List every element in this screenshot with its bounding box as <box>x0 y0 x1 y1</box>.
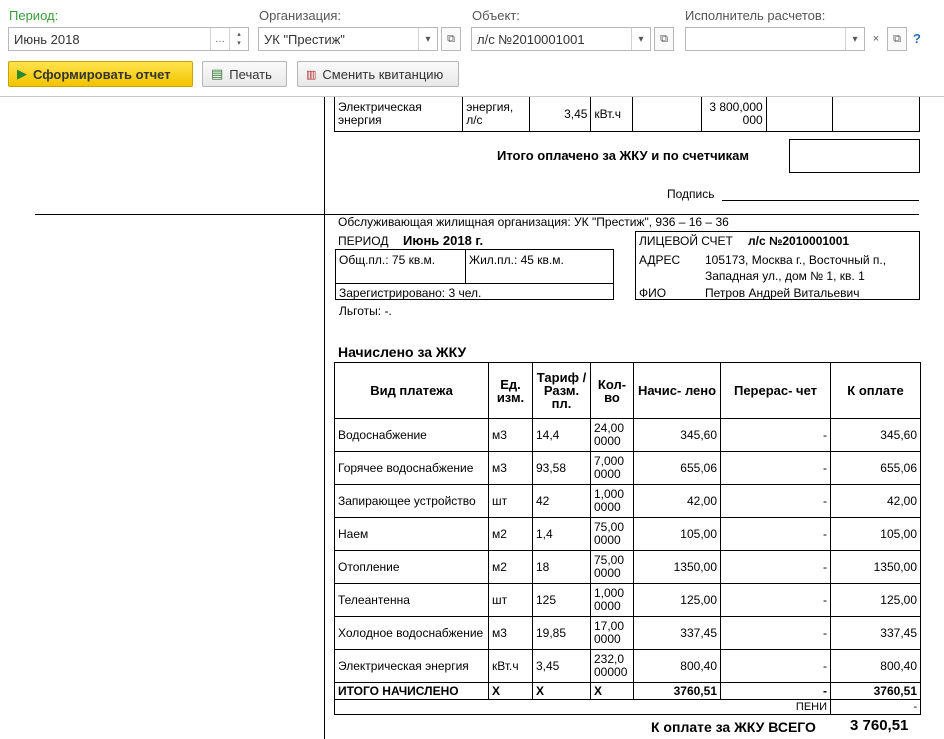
table-row <box>335 518 921 551</box>
table-cell: - <box>721 419 831 452</box>
paid-box <box>789 139 920 173</box>
table-cell: 1,000 0000 <box>591 485 634 518</box>
table-cell: 1,000 0000 <box>591 584 634 617</box>
paid-label: Итого оплачено за ЖКУ и по счетчикам <box>497 148 750 163</box>
table-cell: Наем <box>335 518 489 551</box>
table-cell: 3,45 <box>533 650 591 683</box>
table-cell: Отопление <box>335 551 489 584</box>
table-cell: 232,0 00000 <box>591 650 634 683</box>
address-label: АДРЕС <box>639 253 681 267</box>
total-cell: 3760,51 <box>634 683 721 700</box>
col-header: Кол-во <box>591 363 634 419</box>
table-cell: 42 <box>533 485 591 518</box>
table-cell: - <box>721 551 831 584</box>
table-cell: м3 <box>489 617 533 650</box>
chevron-down-icon[interactable]: ▾ <box>418 28 437 50</box>
table-cell: Электрическая энергия <box>335 650 489 683</box>
table-cell: 125,00 <box>831 584 921 617</box>
table-cell: м2 <box>489 551 533 584</box>
table-cell: 1350,00 <box>634 551 721 584</box>
total-cell: X <box>533 683 591 700</box>
signature-line <box>722 200 919 201</box>
report-document <box>0 96 944 739</box>
table-cell: 337,45 <box>831 617 921 650</box>
address-line2: Западная ул., дом № 1, кв. 1 <box>705 269 865 283</box>
col-header: Тариф / Разм. пл. <box>533 363 591 419</box>
table-cell: 18 <box>533 551 591 584</box>
table-cell: 14,4 <box>533 419 591 452</box>
ellipsis-icon[interactable]: … <box>210 28 229 50</box>
period-label: Период: <box>9 8 59 23</box>
generate-report-button[interactable]: ▶ Сформировать отчет <box>8 61 193 87</box>
chevron-down-icon[interactable]: ▾ <box>845 28 864 50</box>
chevron-down-icon[interactable]: ▾ <box>631 28 650 50</box>
table-cell: 125,00 <box>634 584 721 617</box>
help-icon[interactable]: ? <box>913 31 921 46</box>
executor-field[interactable] <box>685 27 865 51</box>
col-header: Вид платежа <box>335 363 489 419</box>
table-cell: 24,00 0000 <box>591 419 634 452</box>
table-cell: - <box>721 584 831 617</box>
open-object-icon[interactable]: ⧉ <box>654 27 674 51</box>
table-cell: 1,4 <box>533 518 591 551</box>
table-cell: шт <box>489 584 533 617</box>
col-header: Перерас- чет <box>721 363 831 419</box>
report-icon: ▥ <box>306 68 317 81</box>
object-value: л/с №2010001001 <box>477 31 585 47</box>
total-cell: ИТОГО НАЧИСЛЕНО <box>335 683 489 700</box>
object-label: Объект: <box>472 8 520 23</box>
registered: Зарегистрировано: 3 чел. <box>339 286 482 300</box>
table-cell: 75,00 0000 <box>591 518 634 551</box>
table-cell: 19,85 <box>533 617 591 650</box>
table-cell: - <box>721 485 831 518</box>
clear-icon[interactable]: × <box>872 33 880 45</box>
table-cell: 655,06 <box>831 452 921 485</box>
table-cell: - <box>721 617 831 650</box>
total-cell: X <box>591 683 634 700</box>
object-field[interactable] <box>471 27 651 51</box>
table-cell: 105,00 <box>634 518 721 551</box>
table-row <box>335 551 921 584</box>
table-cell: 105,00 <box>831 518 921 551</box>
table-cell: - <box>721 518 831 551</box>
col-header: Начис- лено <box>634 363 721 419</box>
open-executor-icon[interactable]: ⧉ <box>887 27 907 51</box>
account-label: ЛИЦЕВОЙ СЧЕТ <box>639 234 733 248</box>
table-cell: 17,00 0000 <box>591 617 634 650</box>
table-cell: 655,06 <box>634 452 721 485</box>
table-cell: 337,45 <box>634 617 721 650</box>
table-cell: 93,58 <box>533 452 591 485</box>
printer-icon: ▤ <box>211 66 224 81</box>
table-row <box>335 584 921 617</box>
total-cell: - <box>721 683 831 700</box>
table-cell: 800,40 <box>831 650 921 683</box>
period-caption: ПЕРИОД <box>338 234 389 248</box>
table-cell: 345,60 <box>634 419 721 452</box>
table-row <box>335 650 921 683</box>
open-org-icon[interactable]: ⧉ <box>441 27 461 51</box>
prev-row-tariff: 3,45 <box>530 97 591 132</box>
table-row <box>335 452 921 485</box>
living-area: Жил.пл.: 45 кв.м. <box>469 253 564 267</box>
table-cell: м3 <box>489 419 533 452</box>
total-cell: 3760,51 <box>831 683 921 700</box>
fio-label: ФИО <box>639 286 667 300</box>
table-cell: шт <box>489 485 533 518</box>
org-line: Обслуживающая жилищная организация: УК "Престиж", 936 – 16 – 36 <box>338 215 729 229</box>
table-cell: кВт.ч <box>489 650 533 683</box>
grand-total-label: К оплате за ЖКУ ВСЕГО <box>651 719 816 735</box>
prev-row-unit2: кВт.ч <box>591 97 633 132</box>
org-label: Организация: <box>259 8 342 23</box>
table-cell: 1350,00 <box>831 551 921 584</box>
peni-label: ПЕНИ <box>335 700 831 715</box>
fio-value: Петров Андрей Витальевич <box>705 286 860 300</box>
change-receipt-button[interactable]: ▥ Сменить квитанцию <box>297 61 459 87</box>
prev-row-name: Электрическая энергия <box>335 97 463 132</box>
org-field[interactable] <box>258 27 438 51</box>
table-cell: м3 <box>489 452 533 485</box>
spinner-icon[interactable]: ▴ ▾ <box>229 28 248 50</box>
benefits: Льготы: -. <box>339 304 392 318</box>
table-row <box>335 617 921 650</box>
peni-value: - <box>831 700 921 715</box>
table-cell: 125 <box>533 584 591 617</box>
charges-table <box>334 362 921 715</box>
table-cell: - <box>721 452 831 485</box>
table-cell: Запирающее устройство <box>335 485 489 518</box>
table-cell: Водоснабжение <box>335 419 489 452</box>
table-row <box>335 485 921 518</box>
section-title: Начислено за ЖКУ <box>338 344 467 360</box>
table-row <box>335 419 921 452</box>
executor-label: Исполнитель расчетов: <box>685 8 826 23</box>
table-cell: Телеантенна <box>335 584 489 617</box>
table-cell: м2 <box>489 518 533 551</box>
grand-total-value: 3 760,51 <box>850 717 909 734</box>
table-cell: - <box>721 650 831 683</box>
address-line1: 105173, Москва г., Восточный п., <box>705 253 887 267</box>
col-header: Ед. изм. <box>489 363 533 419</box>
prev-row-unit: энергия, л/с <box>463 97 530 132</box>
total-row <box>335 683 921 700</box>
table-header-row <box>335 363 921 419</box>
col-header: К оплате <box>831 363 921 419</box>
table-cell: 7,000 0000 <box>591 452 634 485</box>
play-icon: ▶ <box>17 66 27 81</box>
peni-row <box>335 700 921 715</box>
total-cell: X <box>489 683 533 700</box>
table-cell: 75,00 0000 <box>591 551 634 584</box>
table-cell: 800,40 <box>634 650 721 683</box>
account-value: л/с №2010001001 <box>748 234 850 248</box>
table-cell: 42,00 <box>634 485 721 518</box>
prev-row-value: 3 800,000 000 <box>701 97 766 132</box>
period-value-text: Июнь 2018 г. <box>403 233 484 248</box>
period-field[interactable] <box>8 27 249 51</box>
total-area: Общ.пл.: 75 кв.м. <box>339 253 436 267</box>
signature-label: Подпись <box>667 187 715 201</box>
table-cell: 345,60 <box>831 419 921 452</box>
prev-table <box>334 96 920 132</box>
table-cell: 42,00 <box>831 485 921 518</box>
table-cell: Горячее водоснабжение <box>335 452 489 485</box>
period-value: Июнь 2018 <box>14 31 80 47</box>
table-cell: Холодное водоснабжение <box>335 617 489 650</box>
org-value: УК "Престиж" <box>264 31 345 47</box>
print-button[interactable]: ▤ Печать <box>202 61 287 87</box>
